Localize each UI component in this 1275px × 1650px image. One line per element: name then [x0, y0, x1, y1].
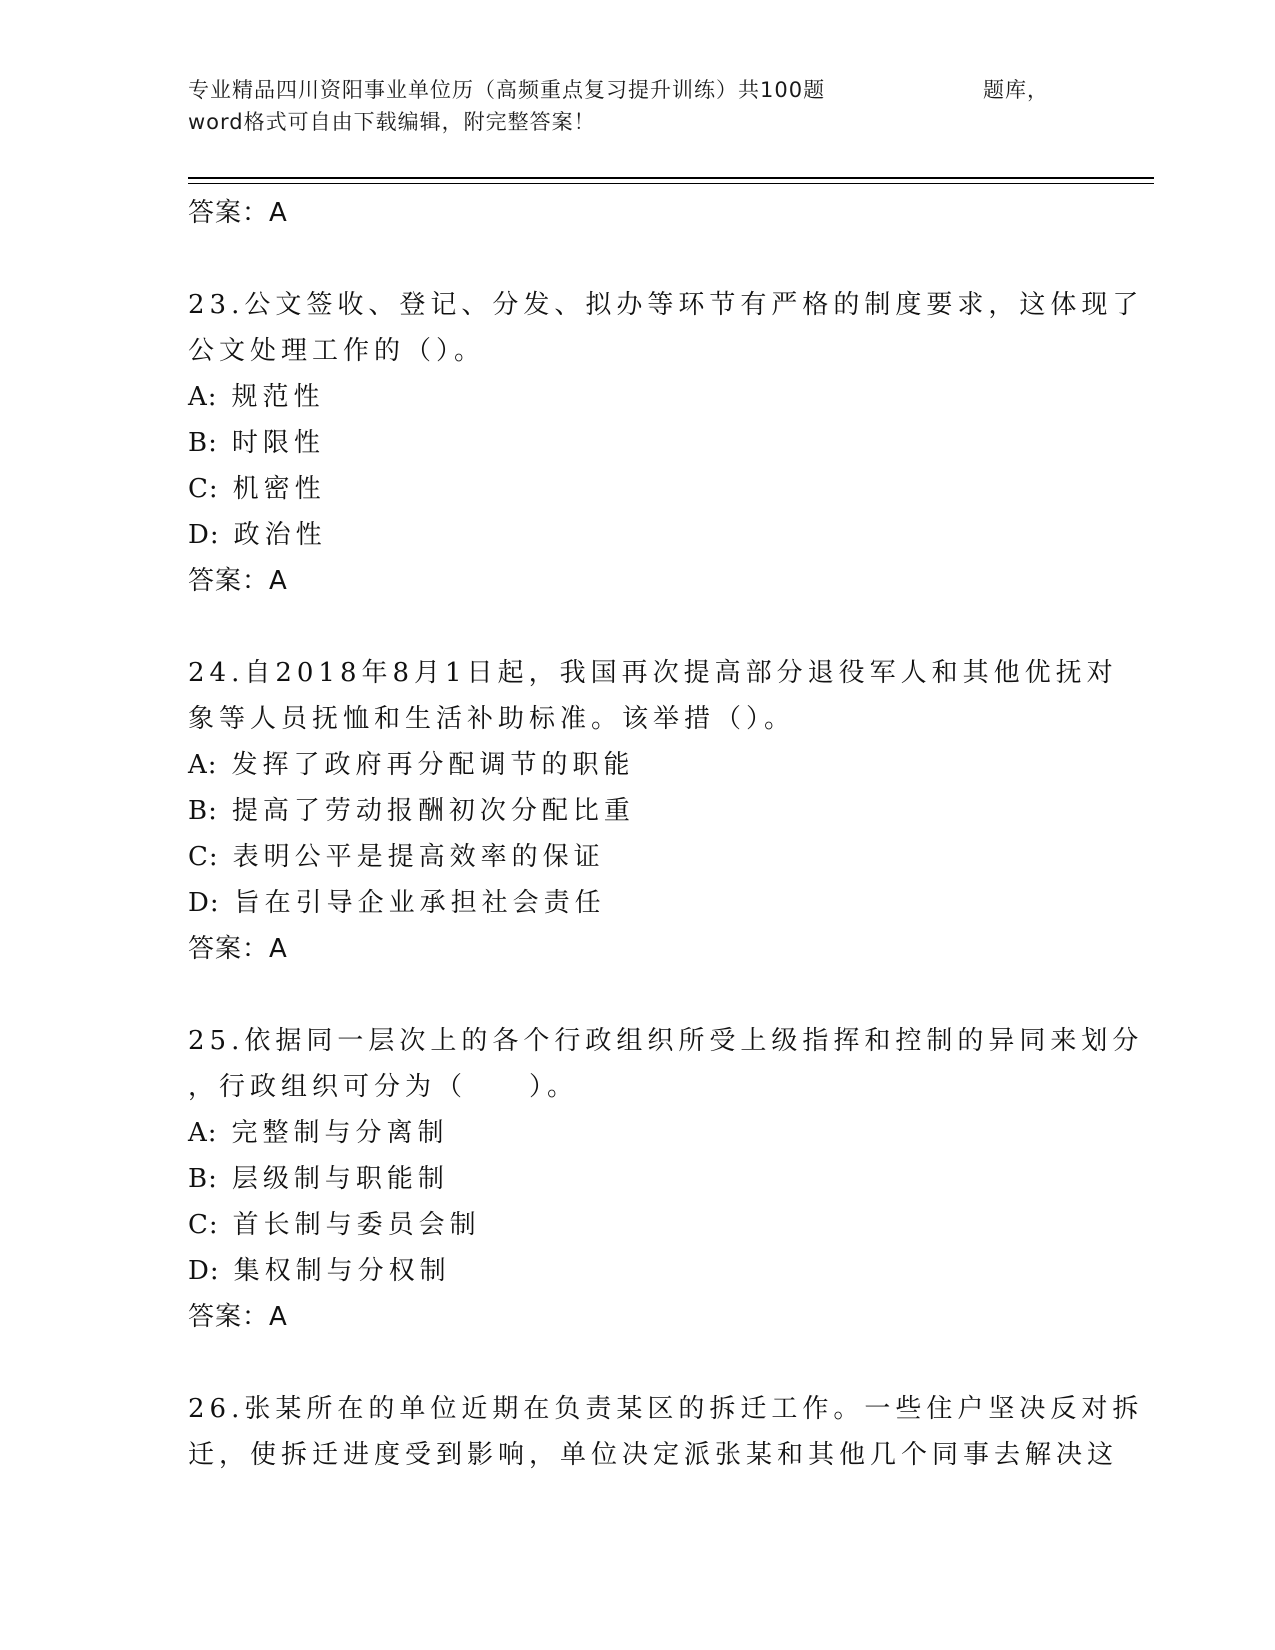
option-letter: C:: [188, 1210, 219, 1240]
option-letter: C:: [188, 842, 219, 872]
header-subtitle: word格式可自由下载编辑，附完整答案！: [188, 110, 596, 134]
page-header: [188, 74, 1108, 138]
option-text: 提高了劳动报酬初次分配比重: [231, 796, 635, 826]
question-stem: [188, 282, 1144, 374]
option-letter: D:: [188, 1256, 220, 1286]
option-letter: D:: [188, 888, 220, 918]
option-text: 时限性: [231, 428, 325, 458]
header-divider-thick: [188, 177, 1154, 179]
option-text: 发挥了政府再分配调节的职能: [231, 750, 635, 780]
option-letter: B:: [188, 796, 218, 826]
option-text: 首长制与委员会制: [232, 1210, 481, 1240]
option-text: 规范性: [231, 382, 325, 412]
question-23: [188, 282, 1144, 604]
stem-line: 25.依据同一层次上的各个行政组织所受上级指挥和控制的异同来划分: [188, 1026, 1144, 1056]
stem-line: 象等人员抚恤和生活补助标准。该举措（）。: [188, 704, 796, 734]
option-letter: A:: [188, 382, 218, 412]
stem-line: 23.公文签收、登记、分发、拟办等环节有严格的制度要求，这体现了: [188, 290, 1144, 320]
option-a: [188, 742, 1088, 788]
header-title-suffix: 题库，: [983, 78, 1049, 102]
option-letter: D:: [188, 520, 220, 550]
option-d: [188, 880, 1088, 926]
option-a: [188, 374, 1088, 420]
option-d: [188, 1248, 1088, 1294]
question-26: [188, 1386, 1144, 1478]
header-title: 专业精品四川资阳事业单位历（高频重点复习提升训练）共100题: [188, 78, 826, 102]
option-text: 政治性: [233, 520, 327, 550]
option-b: [188, 420, 1088, 466]
stem-line: 迁，使拆迁进度受到影响，单位决定派张某和其他几个同事去解决这: [188, 1440, 1119, 1470]
option-text: 层级制与职能制: [231, 1164, 449, 1194]
answer-25: 答案：A: [188, 1302, 288, 1332]
header-divider-thin: [188, 183, 1154, 184]
stem-line: ，行政组织可分为（ ）。: [188, 1072, 579, 1102]
question-stem: [188, 1018, 1144, 1110]
option-b: [188, 788, 1088, 834]
option-d: [188, 512, 1088, 558]
question-24: [188, 650, 1118, 972]
option-letter: B:: [188, 1164, 218, 1194]
option-text: 表明公平是提高效率的保证: [232, 842, 605, 872]
option-text: 旨在引导企业承担社会责任: [233, 888, 606, 918]
answer-22: 答案：A: [188, 198, 288, 228]
option-text: 集权制与分权制: [233, 1256, 451, 1286]
spacer: [188, 1340, 1088, 1386]
option-letter: A:: [188, 750, 218, 780]
option-text: 完整制与分离制: [231, 1118, 449, 1148]
stem-line: 26.张某所在的单位近期在负责某区的拆迁工作。一些住户坚决反对拆: [188, 1394, 1144, 1424]
spacer: [188, 236, 1088, 282]
option-c: [188, 1202, 1088, 1248]
spacer: [188, 604, 1088, 650]
question-list: [188, 190, 1144, 1478]
option-letter: C:: [188, 474, 219, 504]
stem-line: 公文处理工作的（）。: [188, 336, 486, 366]
option-letter: B:: [188, 428, 218, 458]
option-letter: A:: [188, 1118, 218, 1148]
option-c: [188, 466, 1088, 512]
question-25: [188, 1018, 1144, 1340]
answer-23: 答案：A: [188, 566, 288, 596]
question-stem: [188, 650, 1118, 742]
option-c: [188, 834, 1088, 880]
question-stem: [188, 1386, 1144, 1478]
stem-line: 24.自2018年8月1日起，我国再次提高部分退役军人和其他优抚对: [188, 658, 1118, 688]
answer-24: 答案：A: [188, 934, 288, 964]
option-b: [188, 1156, 1088, 1202]
spacer: [188, 972, 1088, 1018]
option-a: [188, 1110, 1088, 1156]
header-line-1: [188, 74, 1108, 106]
option-text: 机密性: [232, 474, 326, 504]
